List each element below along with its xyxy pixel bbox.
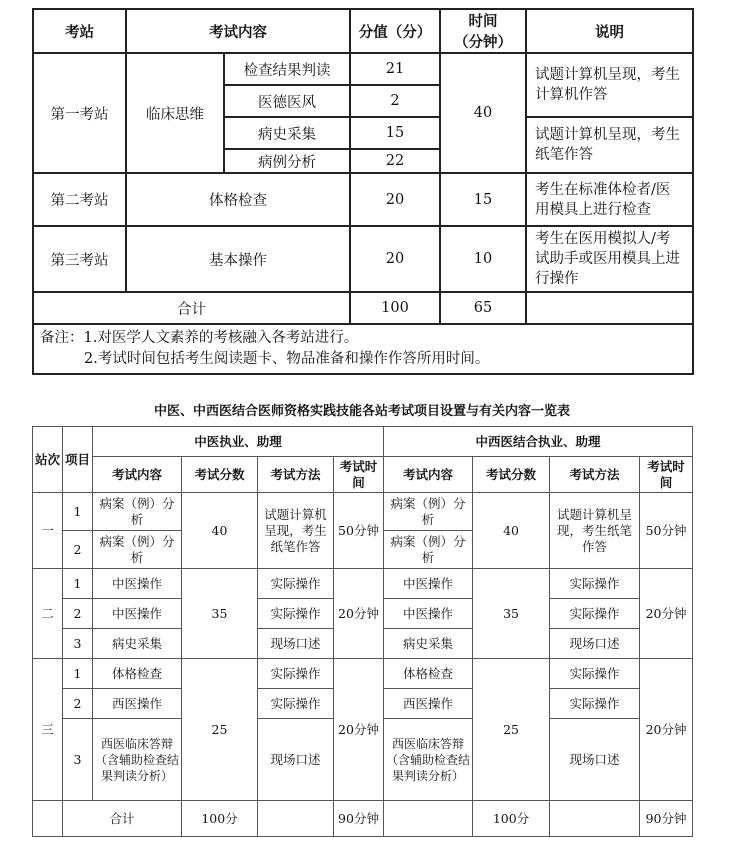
tcm-exam-table xyxy=(32,426,693,837)
station1-note-a: 试题计算机呈现，考生计算机作答 xyxy=(526,53,693,117)
item-no: 2 xyxy=(63,599,93,629)
header-group-integrated: 中西医结合执业、助理 xyxy=(384,427,693,457)
header-score: 考试分数 xyxy=(182,457,258,493)
item-no: 3 xyxy=(63,719,93,801)
station3-note: 考生在医用模拟人/考试助手或医用模具上进行操作 xyxy=(526,226,693,292)
int-score: 35 xyxy=(473,569,550,659)
station-name: 一 xyxy=(33,493,63,569)
int-content: 中医操作 xyxy=(384,569,473,599)
tcm-content: 西医操作 xyxy=(93,689,182,719)
station-name: 二 xyxy=(33,569,63,659)
int-method: 实际操作 xyxy=(550,689,640,719)
exam-station-table xyxy=(32,8,694,375)
tcm-total-method xyxy=(258,801,334,837)
station3-time: 10 xyxy=(440,226,526,292)
tcm-method: 试题计算机呈现，考生纸笔作答 xyxy=(258,493,334,569)
station1-item-score: 2 xyxy=(350,85,440,117)
station2-content: 体格检查 xyxy=(126,173,350,226)
header-station: 考站 xyxy=(33,9,126,53)
station3-content: 基本操作 xyxy=(126,226,350,292)
tcm-method: 实际操作 xyxy=(258,569,334,599)
tcm-score: 40 xyxy=(182,493,258,569)
int-content: 西医操作 xyxy=(384,689,473,719)
station1-item-label: 病史采集 xyxy=(224,117,350,149)
int-method: 现场口述 xyxy=(550,719,640,801)
remark-line-2: 2.考试时间包括考生阅读题卡、物品准备和操作作答所用时间。 xyxy=(84,351,490,367)
station1-time: 40 xyxy=(440,53,526,173)
tcm-content: 中医操作 xyxy=(93,569,182,599)
int-method: 现场口述 xyxy=(550,629,640,659)
total-station-cell xyxy=(33,801,63,837)
station1-item-label: 医德医风 xyxy=(224,85,350,117)
tcm-method: 实际操作 xyxy=(258,689,334,719)
int-content: 病案（例）分析 xyxy=(384,531,473,569)
header-time: 考试时间 xyxy=(334,457,384,493)
total-score: 100 xyxy=(350,292,440,324)
station1-note-b: 试题计算机呈现，考生纸笔作答 xyxy=(526,117,693,173)
int-total-score: 100分 xyxy=(473,801,550,837)
tcm-total-time: 90分钟 xyxy=(334,801,384,837)
remark-line-1: 备注：1.对医学人文素养的考核融入各考站进行。 xyxy=(40,330,359,346)
int-time: 50分钟 xyxy=(640,493,693,569)
header-score: 考试分数 xyxy=(473,457,550,493)
item-no: 1 xyxy=(63,493,93,531)
station1-item-label: 检查结果判读 xyxy=(224,53,350,85)
station3-name: 第三考站 xyxy=(33,226,126,292)
int-content: 西医临床答辩（含辅助检查结果判读分析） xyxy=(384,719,473,801)
station1-name: 第一考站 xyxy=(33,53,126,173)
int-method: 试题计算机呈现，考生纸笔作答 xyxy=(550,493,640,569)
header-note: 说明 xyxy=(526,9,693,53)
header-group-tcm: 中医执业、助理 xyxy=(93,427,384,457)
int-content: 病史采集 xyxy=(384,629,473,659)
tcm-score: 35 xyxy=(182,569,258,659)
tcm-content: 病史采集 xyxy=(93,629,182,659)
item-no: 3 xyxy=(63,629,93,659)
int-content: 体格检查 xyxy=(384,659,473,689)
header-time: 考试时间 xyxy=(640,457,693,493)
int-score: 25 xyxy=(473,659,550,801)
station-name: 三 xyxy=(33,659,63,801)
header-station: 站次 xyxy=(33,427,63,493)
tcm-total-score: 100分 xyxy=(182,801,258,837)
tcm-content: 体格检查 xyxy=(93,659,182,689)
header-content: 考试内容 xyxy=(126,9,350,53)
header-method: 考试方法 xyxy=(258,457,334,493)
tcm-content: 病案（例）分析 xyxy=(93,531,182,569)
int-content: 病案（例）分析 xyxy=(384,493,473,531)
int-method: 实际操作 xyxy=(550,569,640,599)
tcm-method: 现场口述 xyxy=(258,719,334,801)
item-no: 1 xyxy=(63,659,93,689)
tcm-time: 50分钟 xyxy=(334,493,384,569)
int-content: 中医操作 xyxy=(384,599,473,629)
header-content: 考试内容 xyxy=(93,457,182,493)
station1-item-score: 22 xyxy=(350,149,440,173)
total-label: 合计 xyxy=(33,292,350,324)
station2-score: 20 xyxy=(350,173,440,226)
station2-time: 15 xyxy=(440,173,526,226)
tcm-score: 25 xyxy=(182,659,258,801)
int-total-time: 90分钟 xyxy=(640,801,693,837)
station2-name: 第二考站 xyxy=(33,173,126,226)
header-content: 考试内容 xyxy=(384,457,473,493)
tcm-time: 20分钟 xyxy=(334,659,384,801)
remarks xyxy=(33,324,693,374)
int-total-method xyxy=(550,801,640,837)
int-score: 40 xyxy=(473,493,550,569)
tcm-method: 实际操作 xyxy=(258,599,334,629)
header-item: 项目 xyxy=(63,427,93,493)
item-no: 2 xyxy=(63,531,93,569)
tcm-method: 现场口述 xyxy=(258,629,334,659)
station1-category: 临床思维 xyxy=(126,53,224,173)
tcm-content: 中医操作 xyxy=(93,599,182,629)
station1-item-score: 15 xyxy=(350,117,440,149)
int-time: 20分钟 xyxy=(640,659,693,801)
header-score: 分值（分） xyxy=(350,9,440,53)
int-time: 20分钟 xyxy=(640,569,693,659)
table2-title: 中医、中西医结合医师资格实践技能各站考试项目设置与有关内容一览表 xyxy=(153,404,570,419)
int-method: 实际操作 xyxy=(550,599,640,629)
station1-item-label: 病例分析 xyxy=(224,149,350,173)
total-label: 合计 xyxy=(63,801,182,837)
item-no: 1 xyxy=(63,569,93,599)
total-time: 65 xyxy=(440,292,526,324)
total-note xyxy=(526,292,693,324)
station2-note: 考生在标准体检者/医用模具上进行检查 xyxy=(526,173,693,226)
tcm-content: 西医临床答辩（含辅助检查结果判读分析） xyxy=(93,719,182,801)
station3-score: 20 xyxy=(350,226,440,292)
int-total-content xyxy=(384,801,473,837)
int-method: 实际操作 xyxy=(550,659,640,689)
header-method: 考试方法 xyxy=(550,457,640,493)
tcm-content: 病案（例）分析 xyxy=(93,493,182,531)
tcm-time: 20分钟 xyxy=(334,569,384,659)
header-time: 时间 （分钟） xyxy=(440,9,526,53)
item-no: 2 xyxy=(63,689,93,719)
station1-item-score: 21 xyxy=(350,53,440,85)
tcm-method: 实际操作 xyxy=(258,659,334,689)
